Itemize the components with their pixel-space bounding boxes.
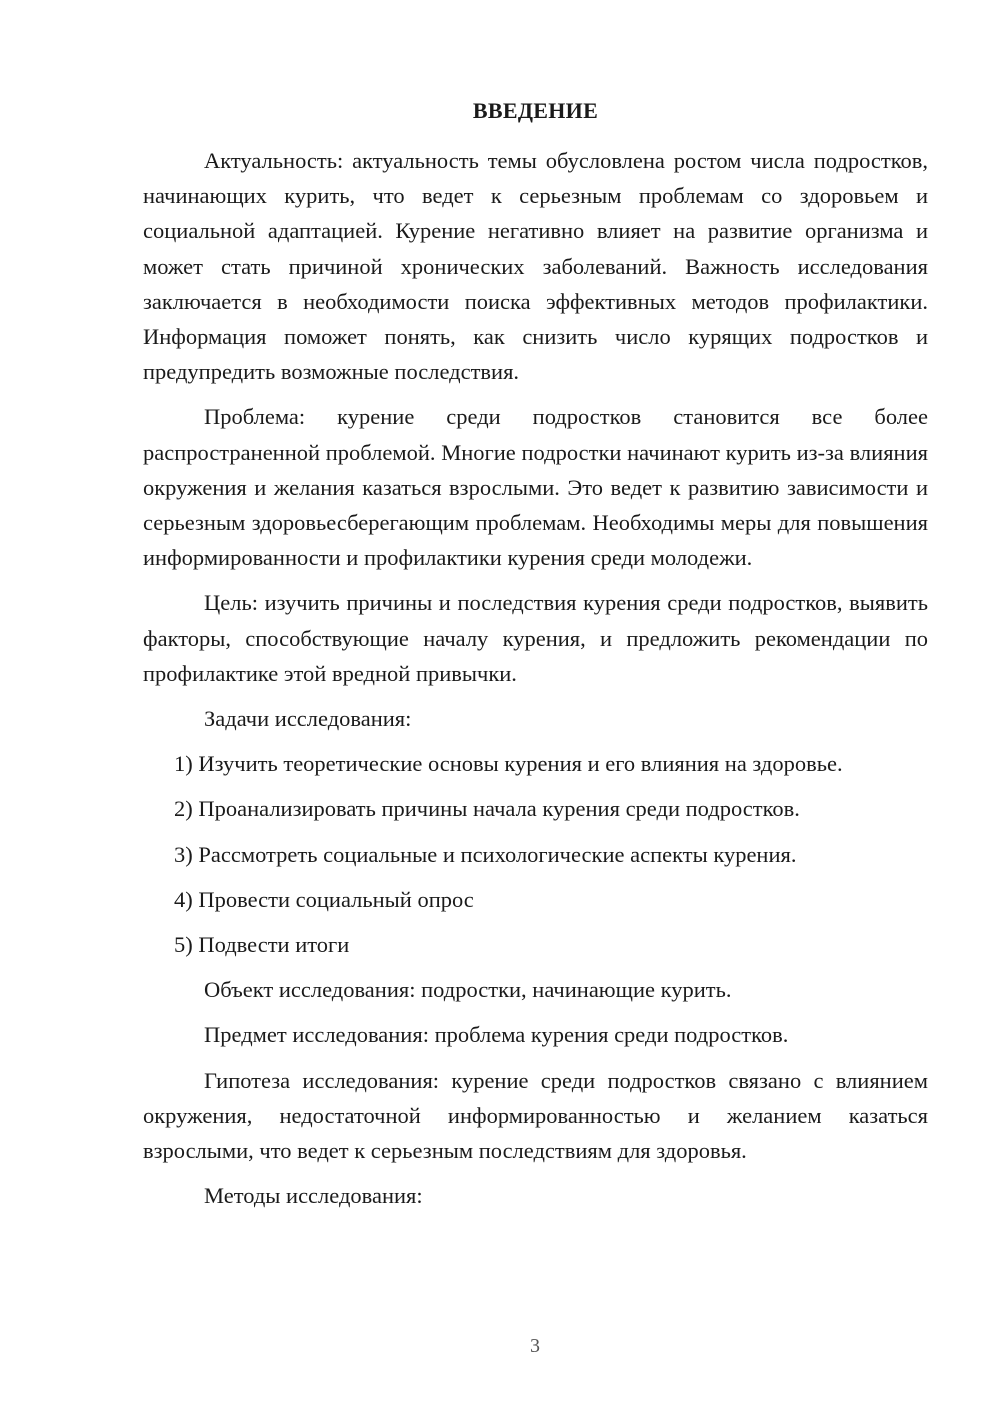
list-item-task-2: 2) Проанализировать причины начала курения среди подростков. <box>174 796 800 822</box>
document-body <box>143 143 928 1223</box>
object-paragraph: Объект исследования: подростки, начинающие курить. <box>204 977 732 1003</box>
tasks-list <box>143 746 928 962</box>
hypothesis-paragraph: Гипотеза исследования: курение среди подростков связано с влиянием окружения, недостаточной информированностью и желанием казаться взрослыми, что ведет к серьезным последствиям для здоровья. <box>143 1067 928 1164</box>
relevance-paragraph: Актуальность: актуальность темы обусловлена ростом числа подростков, начинающих курить, что ведет к серьезным проблемам со здоровьем и социальной адаптацией. Курение негативно влияет на развитие организма и может стать причиной хронических заболеваний. Важность исследования заключается в необходимости поиска эффективных методов профилактики. Информация поможет понять, как снизить число курящих подростков и предупредить возможные последствия. <box>143 148 928 385</box>
goal-paragraph: Цель: изучить причины и последствия курения среди подростков, выявить факторы, способствующие началу курения, и предложить рекомендации по профилактике этой вредной привычки. <box>143 590 928 686</box>
list-item-task-5: 5) Подвести итоги <box>174 932 350 958</box>
page-number: 3 <box>530 1335 540 1357</box>
page-heading: ВВЕДЕНИЕ <box>472 98 599 123</box>
problem-paragraph: Проблема: курение среди подростков становится все более распространенной проблемой. Многие подростки начинают курить из-за влияния окружения и желания казаться взрослыми. Это ведет к развитию зависимости и серьезным здоровьесберегающим проблемам. Необходимы меры для повышения информированности и профилактики курения среди молодежи. <box>143 404 928 571</box>
tasks-title: Задачи исследования: <box>204 706 412 732</box>
subject-paragraph: Предмет исследования: проблема курения среди подростков. <box>204 1022 789 1048</box>
methods-title: Методы исследования: <box>204 1183 423 1209</box>
list-item-task-1: 1) Изучить теоретические основы курения и его влияния на здоровье. <box>174 751 843 777</box>
list-item-task-3: 3) Рассмотреть социальные и психологические аспекты курения. <box>174 841 797 867</box>
list-item-task-4: 4) Провести социальный опрос <box>174 886 474 912</box>
